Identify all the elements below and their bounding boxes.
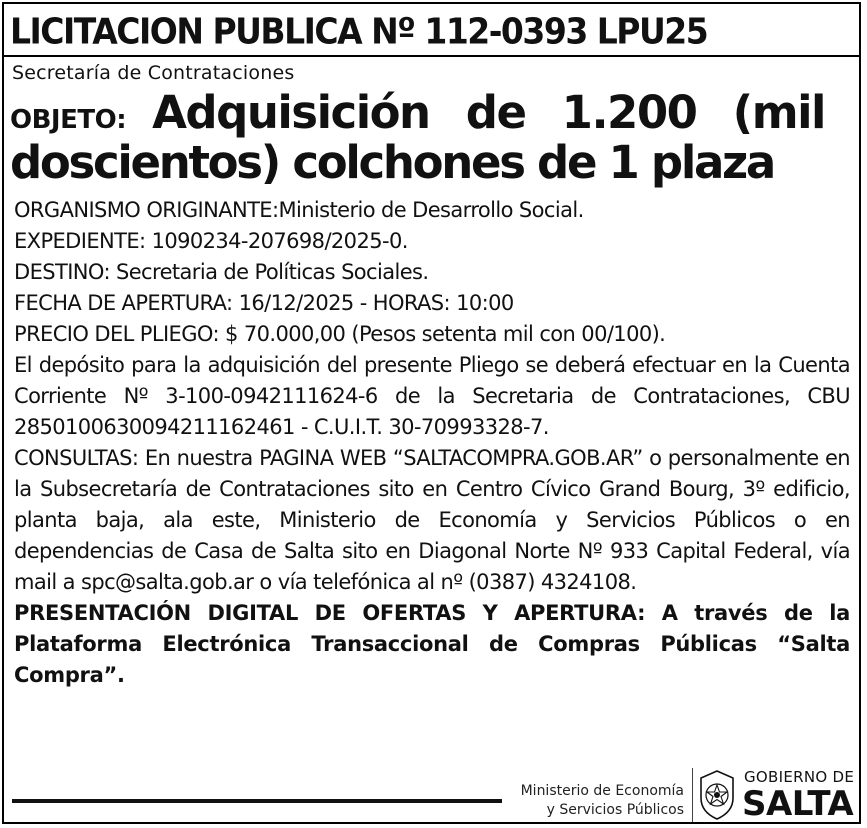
salta-label: SALTA <box>742 784 854 824</box>
issuer-name: Secretaría de Contrataciones <box>12 62 295 84</box>
footer-divider <box>12 799 502 803</box>
consultas-paragraph: CONSULTAS: En nuestra PAGINA WEB “SALTACOMPRA.GOB.AR” o personalmente en la Subsecretaría de Contrataciones sito en Centro Cívico Grand Bourg, 3º edificio, planta baja, ala este, Ministerio de Economía y Servicios Públicos o en dependencias de Casa de Salta sito en Diagonal Norte Nº 933 Capital Federal, vía mail a spc@salta.gob.ar o vía telefónica al nº (0387) 4324108. <box>14 446 850 594</box>
gobierno-de-label: GOBIERNO DE <box>744 768 855 786</box>
ministerio-line-2: y Servicios Públicos <box>546 802 684 818</box>
notice-frame <box>2 2 861 824</box>
title-divider <box>4 55 859 57</box>
fecha-apertura-line: FECHA DE APERTURA: 16/12/2025 - HORAS: 10:00 <box>14 291 514 315</box>
ministerio-line-1: Ministerio de Economía <box>520 783 684 799</box>
objeto-block <box>10 86 851 188</box>
logo-divider <box>692 768 693 822</box>
ministerio-label <box>514 782 684 820</box>
expediente-line: EXPEDIENTE: 1090234-207698/2025-0. <box>14 229 408 253</box>
objeto-text-2: doscientos) colchones de 1 plaza <box>10 136 774 189</box>
precio-pliego-line: PRECIO DEL PLIEGO: $ 70.000,00 (Pesos setenta mil con 00/100). <box>14 322 666 346</box>
deposito-paragraph: El depósito para la adquisición del presente Pliego se deberá efectuar en la Cuenta Corriente Nº 3-100-0942111624-6 de la Secretaria de Contrataciones, CBU 2850100630094211162461 - C.U.I.T. 30-70993328-7. <box>14 353 850 439</box>
presentacion-paragraph: PRESENTACIÓN DIGITAL DE OFERTAS Y APERTURA: A través de la Plataforma Electrónica Transaccional de Compras Públicas “Salta Compra”. <box>14 601 850 687</box>
objeto-text-1: Adquisición de 1.200 (mil <box>152 86 825 139</box>
notice-title: LICITACION PUBLICA Nº 112-0393 LPU25 <box>10 10 708 53</box>
objeto-label: OBJETO: <box>10 105 127 135</box>
notice-body <box>14 195 850 691</box>
organismo-line: ORGANISMO ORIGINANTE:Ministerio de Desarrollo Social. <box>14 198 584 222</box>
objeto-line-1 <box>10 86 851 138</box>
salta-coat-of-arms-icon <box>696 768 738 822</box>
destino-line: DESTINO: Secretaria de Políticas Sociales. <box>14 260 429 284</box>
